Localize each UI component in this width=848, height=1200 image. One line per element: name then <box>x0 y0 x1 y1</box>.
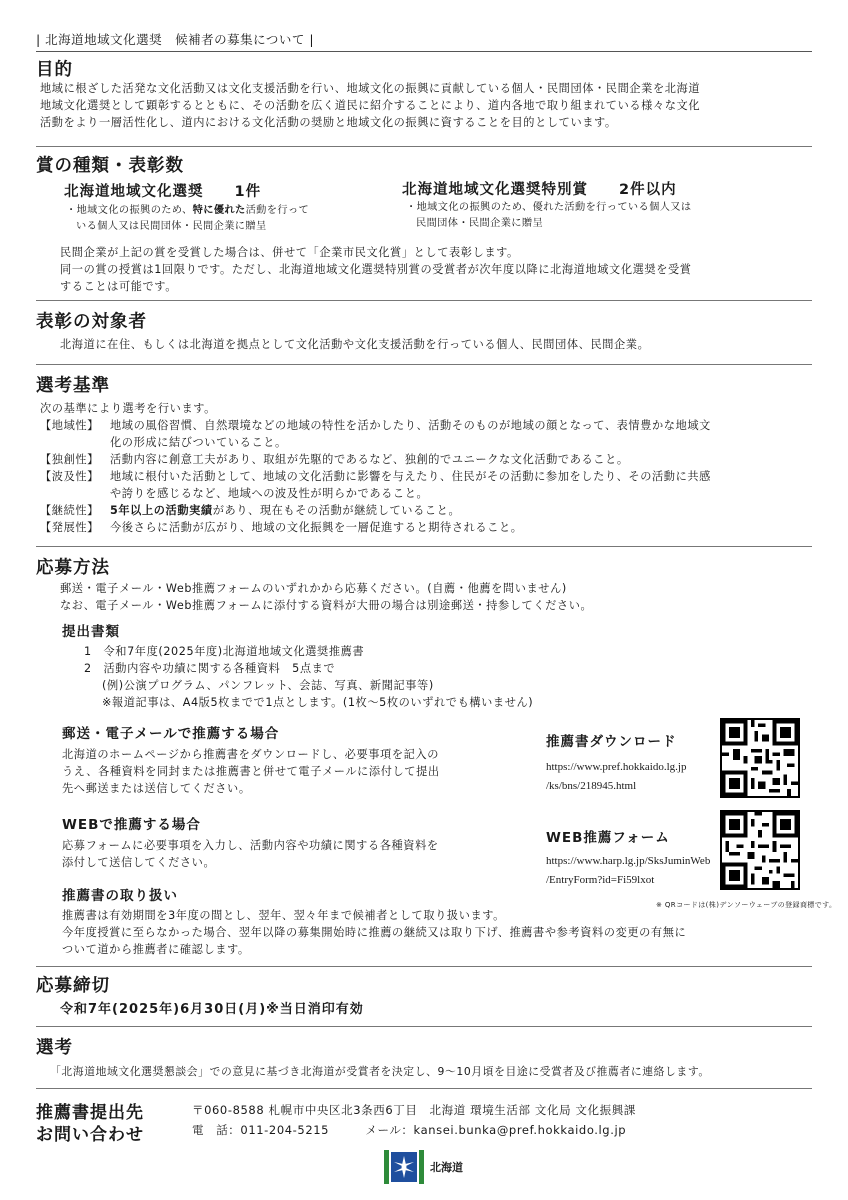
divider <box>36 300 812 301</box>
divider <box>36 546 812 547</box>
hokkaido-emblem-icon <box>384 1150 424 1184</box>
awards-notes: 民間企業が上記の賞を受賞した場合は、併せて「企業市民文化賞」として表彰します。 同一の賞の授賞は1回限りです。ただし、北海道地域文化選奨特別賞の受賞者が次年度以降に北海道地域文化選奨を受賞 することは可能です。 <box>60 246 692 293</box>
contact-title-1: 推薦書提出先 <box>36 1103 144 1123</box>
award1-desc: ・地域文化の振興のため、特に優れた活動を行って いる個人又は民間団体・民間企業に贈呈 <box>66 205 310 232</box>
selection-text: 「北海道地域文化選奨懇談会」での意見に基づき北海道が受賞者を決定し、9～10月頃を目途に受賞者及び推薦者に連絡します。 <box>50 1065 710 1078</box>
divider <box>36 1088 812 1089</box>
webform-url[interactable]: https://www.harp.lg.jp/SksJuminWeb /EntryForm?id=Fi59lxot <box>546 855 711 886</box>
handling-title: 推薦書の取り扱い <box>62 888 178 904</box>
criteria-item: 【継続性】 5年以上の活動実績があり、現在もその活動が継続していること。 <box>40 504 461 517</box>
download-label: 推薦書ダウンロード <box>546 734 677 750</box>
contact-address: 〒060-8588 札幌市中央区北3条西6丁目 北海道 環境生活部 文化局 文化振興課 <box>192 1103 636 1117</box>
mail-text: 北海道のホームページから推薦書をダウンロードし、必要事項を記入の うえ、各種資料を同封または推薦書と併せて電子メールに添付して提出 先へ郵送または送信してください。 <box>62 748 440 795</box>
mail-title: 郵送・電子メールで推薦する場合 <box>62 726 280 742</box>
apply-text: 郵送・電子メール・Web推薦フォームのいずれかから応募ください。(自薦・他薦を問いません) なお、電子メール・Web推薦フォームに添付する資料が大冊の場合は別途郵送・持参してください。 <box>60 582 593 612</box>
divider <box>36 966 812 967</box>
deadline-text: 令和7年(2025年)6月30日(月)※当日消印有効 <box>60 1002 364 1017</box>
webform-qr-code[interactable] <box>720 810 800 890</box>
web-title: WEBで推薦する場合 <box>62 817 201 833</box>
webform-label: WEB推薦フォーム <box>546 830 670 846</box>
divider <box>36 146 812 147</box>
target-title: 表彰の対象者 <box>36 312 147 332</box>
docs-list: 1 令和7年度(2025年度)北海道地域文化選奨推薦書 2 活動内容や功績に関する各種資料 5点まで (例)公演プログラム、パンフレット、会誌、写真、新聞記事等) ※報道記事は、A4版5枚までで1点とします。(1枚～5枚のいずれでも構いません) <box>84 645 534 709</box>
contact-title-2: お問い合わせ <box>36 1125 144 1145</box>
divider <box>36 364 812 365</box>
web-text: 応募フォームに必要事項を入力し、活動内容や功績に関する各種資料を 添付して送信してください。 <box>62 839 439 869</box>
divider <box>36 1026 812 1027</box>
purpose-text: 地域に根ざした活発な文化活動又は文化支援活動を行い、地域文化の振興に貢献している個人・民間団体・民間企業を北海道 地域文化選奨として顕彰するとともに、その活動を広く道民に紹介することにより、道内各地で取り組まれている様々な文化 活動をより一層活性化し、道内における文化活動の奨励と地域文化の振興に資することを目的としています。 <box>40 82 701 129</box>
handling-text: 推薦書は有効期間を3年度の間とし、翌年、翌々年まで候補者として取り扱います。 今年度授賞に至らなかった場合、翌年以降の募集開始時に推薦の継続又は取り下げ、推薦書や参考資料の変更の有無に ついて道から推薦者に確認します。 <box>62 909 687 956</box>
purpose-title: 目的 <box>36 60 73 80</box>
award1-name: 北海道地域文化選奨 1件 <box>64 184 262 200</box>
qr-trademark-note: ※ QRコードは(株)デンソーウェーブの登録商標です。 <box>656 901 837 909</box>
selection-title: 選考 <box>36 1038 73 1058</box>
deadline-title: 応募締切 <box>36 976 110 996</box>
criteria-item: 【地域性】 地域の風俗習慣、自然環境などの地域の特性を活かしたり、活動そのものが地域の顔となって、表情豊かな地域文 化の形成に結びついていること。 <box>40 419 711 449</box>
criteria-item: 【独創性】 活動内容に創意工夫があり、取組が先駆的であるなど、独創的でユニークな文化活動であること。 <box>40 453 629 466</box>
target-text: 北海道に在住、もしくは北海道を拠点として文化活動や文化支援活動を行っている個人、民間団体、民間企業。 <box>60 338 650 351</box>
criteria-item: 【波及性】 地域に根付いた活動として、地域の文化活動に影響を与えたり、住民がその活動に参加をしたり、その活動に共感 や誇りを感じるなど、地域への波及性が明らかであること。 <box>40 470 711 500</box>
criteria-intro: 次の基準により選考を行います。 <box>40 402 216 415</box>
download-url[interactable]: https://www.pref.hokkaido.lg.jp /ks/bns/218945.html <box>546 761 687 792</box>
download-qr-code[interactable] <box>720 718 800 798</box>
criteria-title: 選考基準 <box>36 376 110 396</box>
award2-desc: ・地域文化の振興のため、優れた活動を行っている個人又は 民間団体・民間企業に贈呈 <box>406 202 692 229</box>
apply-title: 応募方法 <box>36 558 110 578</box>
award2-name: 北海道地域文化選奨特別賞 2件以内 <box>402 182 677 198</box>
document-header: | 北海道地域文化選奨 候補者の募集について | <box>36 30 812 52</box>
contact-tel-email: 電 話：011-204-5215 メール：kansei.bunka@pref.hokkaido.lg.jp <box>192 1123 627 1137</box>
docs-title: 提出書類 <box>62 624 120 640</box>
awards-title: 賞の種類・表彰数 <box>36 156 184 176</box>
hokkaido-logo <box>384 1150 476 1184</box>
logo-text: 北海道 <box>430 1161 463 1174</box>
criteria-item: 【発展性】 今後さらに活動が広がり、地域の文化振興を一層促進すると期待されること。 <box>40 521 523 534</box>
